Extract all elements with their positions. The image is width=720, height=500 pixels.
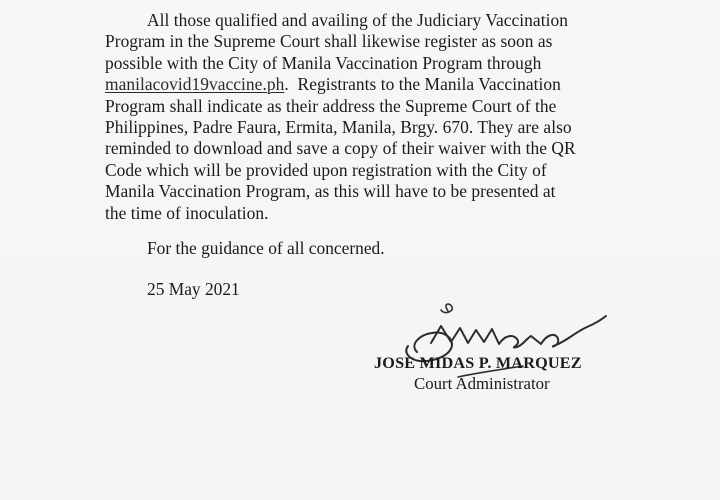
vaccination-registration-paragraph	[105, 10, 665, 224]
signatory-title: Court Administrator	[414, 374, 550, 393]
registrants-text: Registrants to the Manila Vaccination	[297, 74, 561, 95]
paragraph-line-4	[105, 74, 665, 95]
paragraph-line-2: Program in the Supreme Court shall likewise register as soon as	[105, 31, 553, 52]
paragraph-line-9: Manila Vaccination Program, as this will have to be presented at	[105, 181, 556, 202]
paragraph-line-1: All those qualified and availing of the Judiciary Vaccination	[147, 10, 568, 30]
paragraph-line-8: Code which will be provided upon registration with the City of	[105, 159, 547, 180]
paragraph-line-7: reminded to download and save a copy of their waiver with the QR	[105, 138, 576, 159]
paragraph-line-10: the time of inoculation.	[105, 202, 269, 223]
paragraph-line-3: possible with the City of Manila Vaccination Program through	[105, 52, 542, 73]
closing-statement: For the guidance of all concerned.	[147, 238, 385, 258]
document-date: 25 May 2021	[147, 279, 240, 299]
paragraph-line-5: Program shall indicate as their address the Supreme Court of the	[105, 95, 557, 116]
link-period: .	[284, 74, 289, 95]
manila-vaccine-link[interactable]: manilacovid19vaccine.ph	[105, 74, 285, 95]
paragraph-line-6: Philippines, Padre Faura, Ermita, Manila, Brgy. 670. They are also	[105, 117, 572, 138]
signatory-name: JOSE MIDAS P. MARQUEZ	[374, 354, 582, 372]
